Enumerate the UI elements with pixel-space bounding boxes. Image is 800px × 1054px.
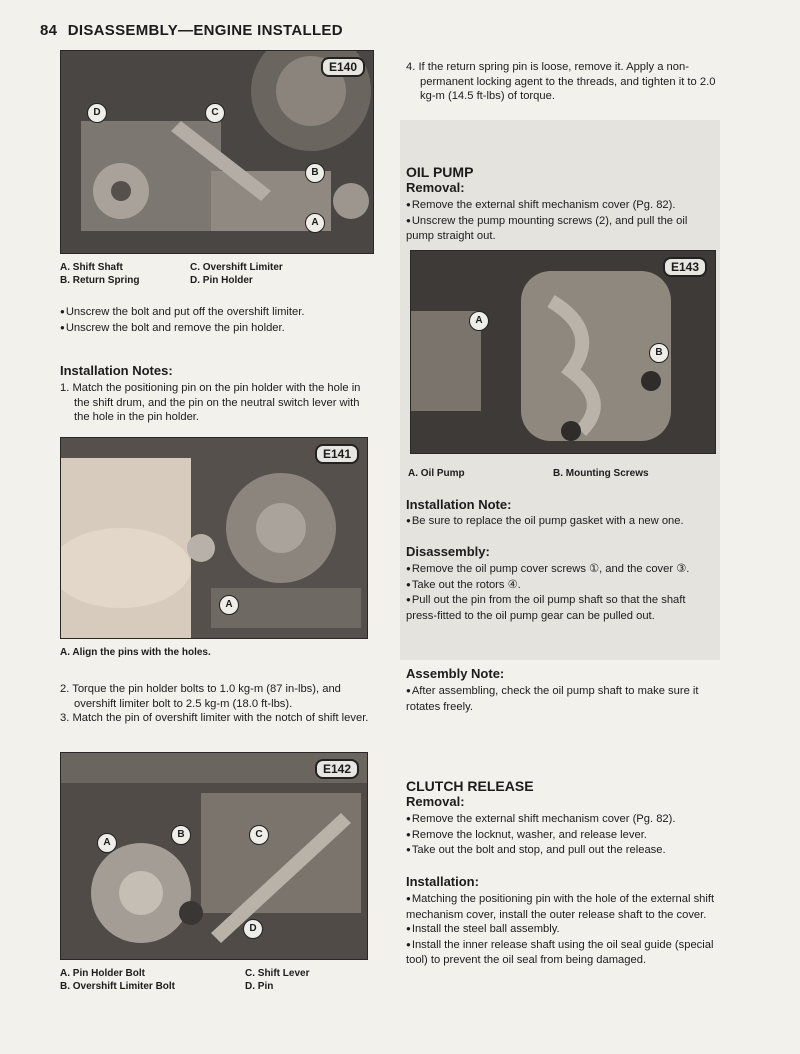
figure-e141-photo bbox=[60, 437, 368, 639]
caption-d: D. Pin bbox=[245, 981, 274, 992]
callout-b: B bbox=[649, 343, 669, 363]
page-header bbox=[40, 22, 343, 39]
callout-b: B bbox=[171, 825, 191, 845]
removal-heading: Removal: bbox=[406, 180, 465, 195]
bullet-text: ● Remove the external shift mechanism cover (Pg. 82). bbox=[406, 812, 718, 828]
callout-a: A bbox=[305, 213, 325, 233]
figure-tag: E142 bbox=[315, 759, 359, 779]
bullet-text: ● After assembling, check the oil pump shaft to make sure it rotates freely. bbox=[406, 684, 718, 714]
bullet-text: ● Matching the positioning pin with the hole of the external shift mechanism cover, install the outer release shaft to the cover. bbox=[406, 892, 718, 922]
engine-shift-mechanism-image bbox=[61, 51, 373, 253]
caption-b: B. Mounting Screws bbox=[553, 468, 649, 479]
callout-d: D bbox=[243, 919, 263, 939]
step-2: 2. Torque the pin holder bolts to 1.0 kg-m (87 in-lbs), and overshift limiter bolt to 2.5 kg-m (18.0 ft-lbs). bbox=[60, 683, 341, 710]
bullet-text: ● Unscrew the bolt and put off the overshift limiter. bbox=[60, 305, 370, 321]
caption-a: A. Shift Shaft bbox=[60, 262, 123, 273]
figure-tag: E140 bbox=[321, 57, 365, 77]
caption-d: D. Pin Holder bbox=[190, 275, 253, 286]
caption-a: A. Oil Pump bbox=[408, 468, 465, 479]
installation-note-heading: Installation Note: bbox=[406, 497, 512, 512]
bullet-text: ● Unscrew the pump mounting screws (2), and pull the oil pump straight out. bbox=[406, 214, 718, 244]
bullet-text: ● Be sure to replace the oil pump gasket with a new one. bbox=[406, 514, 718, 530]
figure-tag: E143 bbox=[663, 257, 707, 277]
caption-a: A. Pin Holder Bolt bbox=[60, 968, 145, 979]
figure-tag: E141 bbox=[315, 444, 359, 464]
callout-c: C bbox=[205, 103, 225, 123]
caption-b: B. Overshift Limiter Bolt bbox=[60, 981, 176, 992]
figure-e143-photo bbox=[410, 250, 716, 454]
callout-a: A bbox=[469, 311, 489, 331]
pin-holder-alignment-image bbox=[61, 438, 367, 638]
caption-c: C. Shift Lever bbox=[245, 968, 310, 979]
figure-e140-photo bbox=[60, 50, 374, 254]
bullet-text: ● Install the inner release shaft using the oil seal guide (special tool) to prevent the oil seal from being damaged. bbox=[406, 938, 718, 968]
bullet-text: ● Remove the locknut, washer, and release lever. bbox=[406, 828, 718, 844]
clutch-removal-heading: Removal: bbox=[406, 794, 465, 809]
pin-holder-bolt-image bbox=[61, 753, 367, 959]
installation-notes-heading: Installation Notes: bbox=[60, 363, 173, 378]
bullet-text: ● Take out the rotors ④. bbox=[406, 578, 718, 594]
step-4: 4. If the return spring pin is loose, remove it. Apply a non-permanent locking agent to the threads, and tighten it to 2.0 kg-m (14.5 ft-lbs) of torque. bbox=[406, 61, 716, 103]
caption-b: B. Return Spring bbox=[60, 275, 140, 286]
bullet-text: ● Pull out the pin from the oil pump shaft so that the shaft press-fitted to the oil pump gear can be pulled out. bbox=[406, 593, 718, 623]
step-1: 1. Match the positioning pin on the pin holder with the hole in the shift drum, and the pin on the neutral switch lever with the hole in the pin holder. bbox=[60, 382, 361, 424]
assembly-note-heading: Assembly Note: bbox=[406, 666, 505, 681]
callout-b: B bbox=[305, 163, 325, 183]
step-3: 3. Match the pin of overshift limiter with the notch of shift lever. bbox=[60, 712, 369, 725]
page-title: DISASSEMBLY—ENGINE INSTALLED bbox=[67, 22, 343, 39]
bullet-text: ● Remove the oil pump cover screws ①, and the cover ③. bbox=[406, 562, 718, 578]
callout-d: D bbox=[87, 103, 107, 123]
callout-a: A bbox=[97, 833, 117, 853]
figure-e142-photo bbox=[60, 752, 368, 960]
caption-align-pins: A. Align the pins with the holes. bbox=[60, 647, 211, 658]
bullet-text: ● Unscrew the bolt and remove the pin holder. bbox=[60, 321, 370, 337]
oil-pump-heading: OIL PUMP bbox=[406, 164, 474, 180]
callout-c: C bbox=[249, 825, 269, 845]
caption-c: C. Overshift Limiter bbox=[190, 262, 283, 273]
callout-a: A bbox=[219, 595, 239, 615]
oil-pump-image bbox=[411, 251, 715, 453]
bullet-text: ● Take out the bolt and stop, and pull out the release. bbox=[406, 843, 718, 859]
bullet-text: ● Remove the external shift mechanism cover (Pg. 82). bbox=[406, 198, 718, 214]
disassembly-heading: Disassembly: bbox=[406, 544, 490, 559]
installation-heading: Installation: bbox=[406, 874, 479, 889]
page-number: 84 bbox=[40, 22, 58, 39]
bullet-text: ● Install the steel ball assembly. bbox=[406, 922, 718, 938]
clutch-release-heading: CLUTCH RELEASE bbox=[406, 778, 534, 794]
